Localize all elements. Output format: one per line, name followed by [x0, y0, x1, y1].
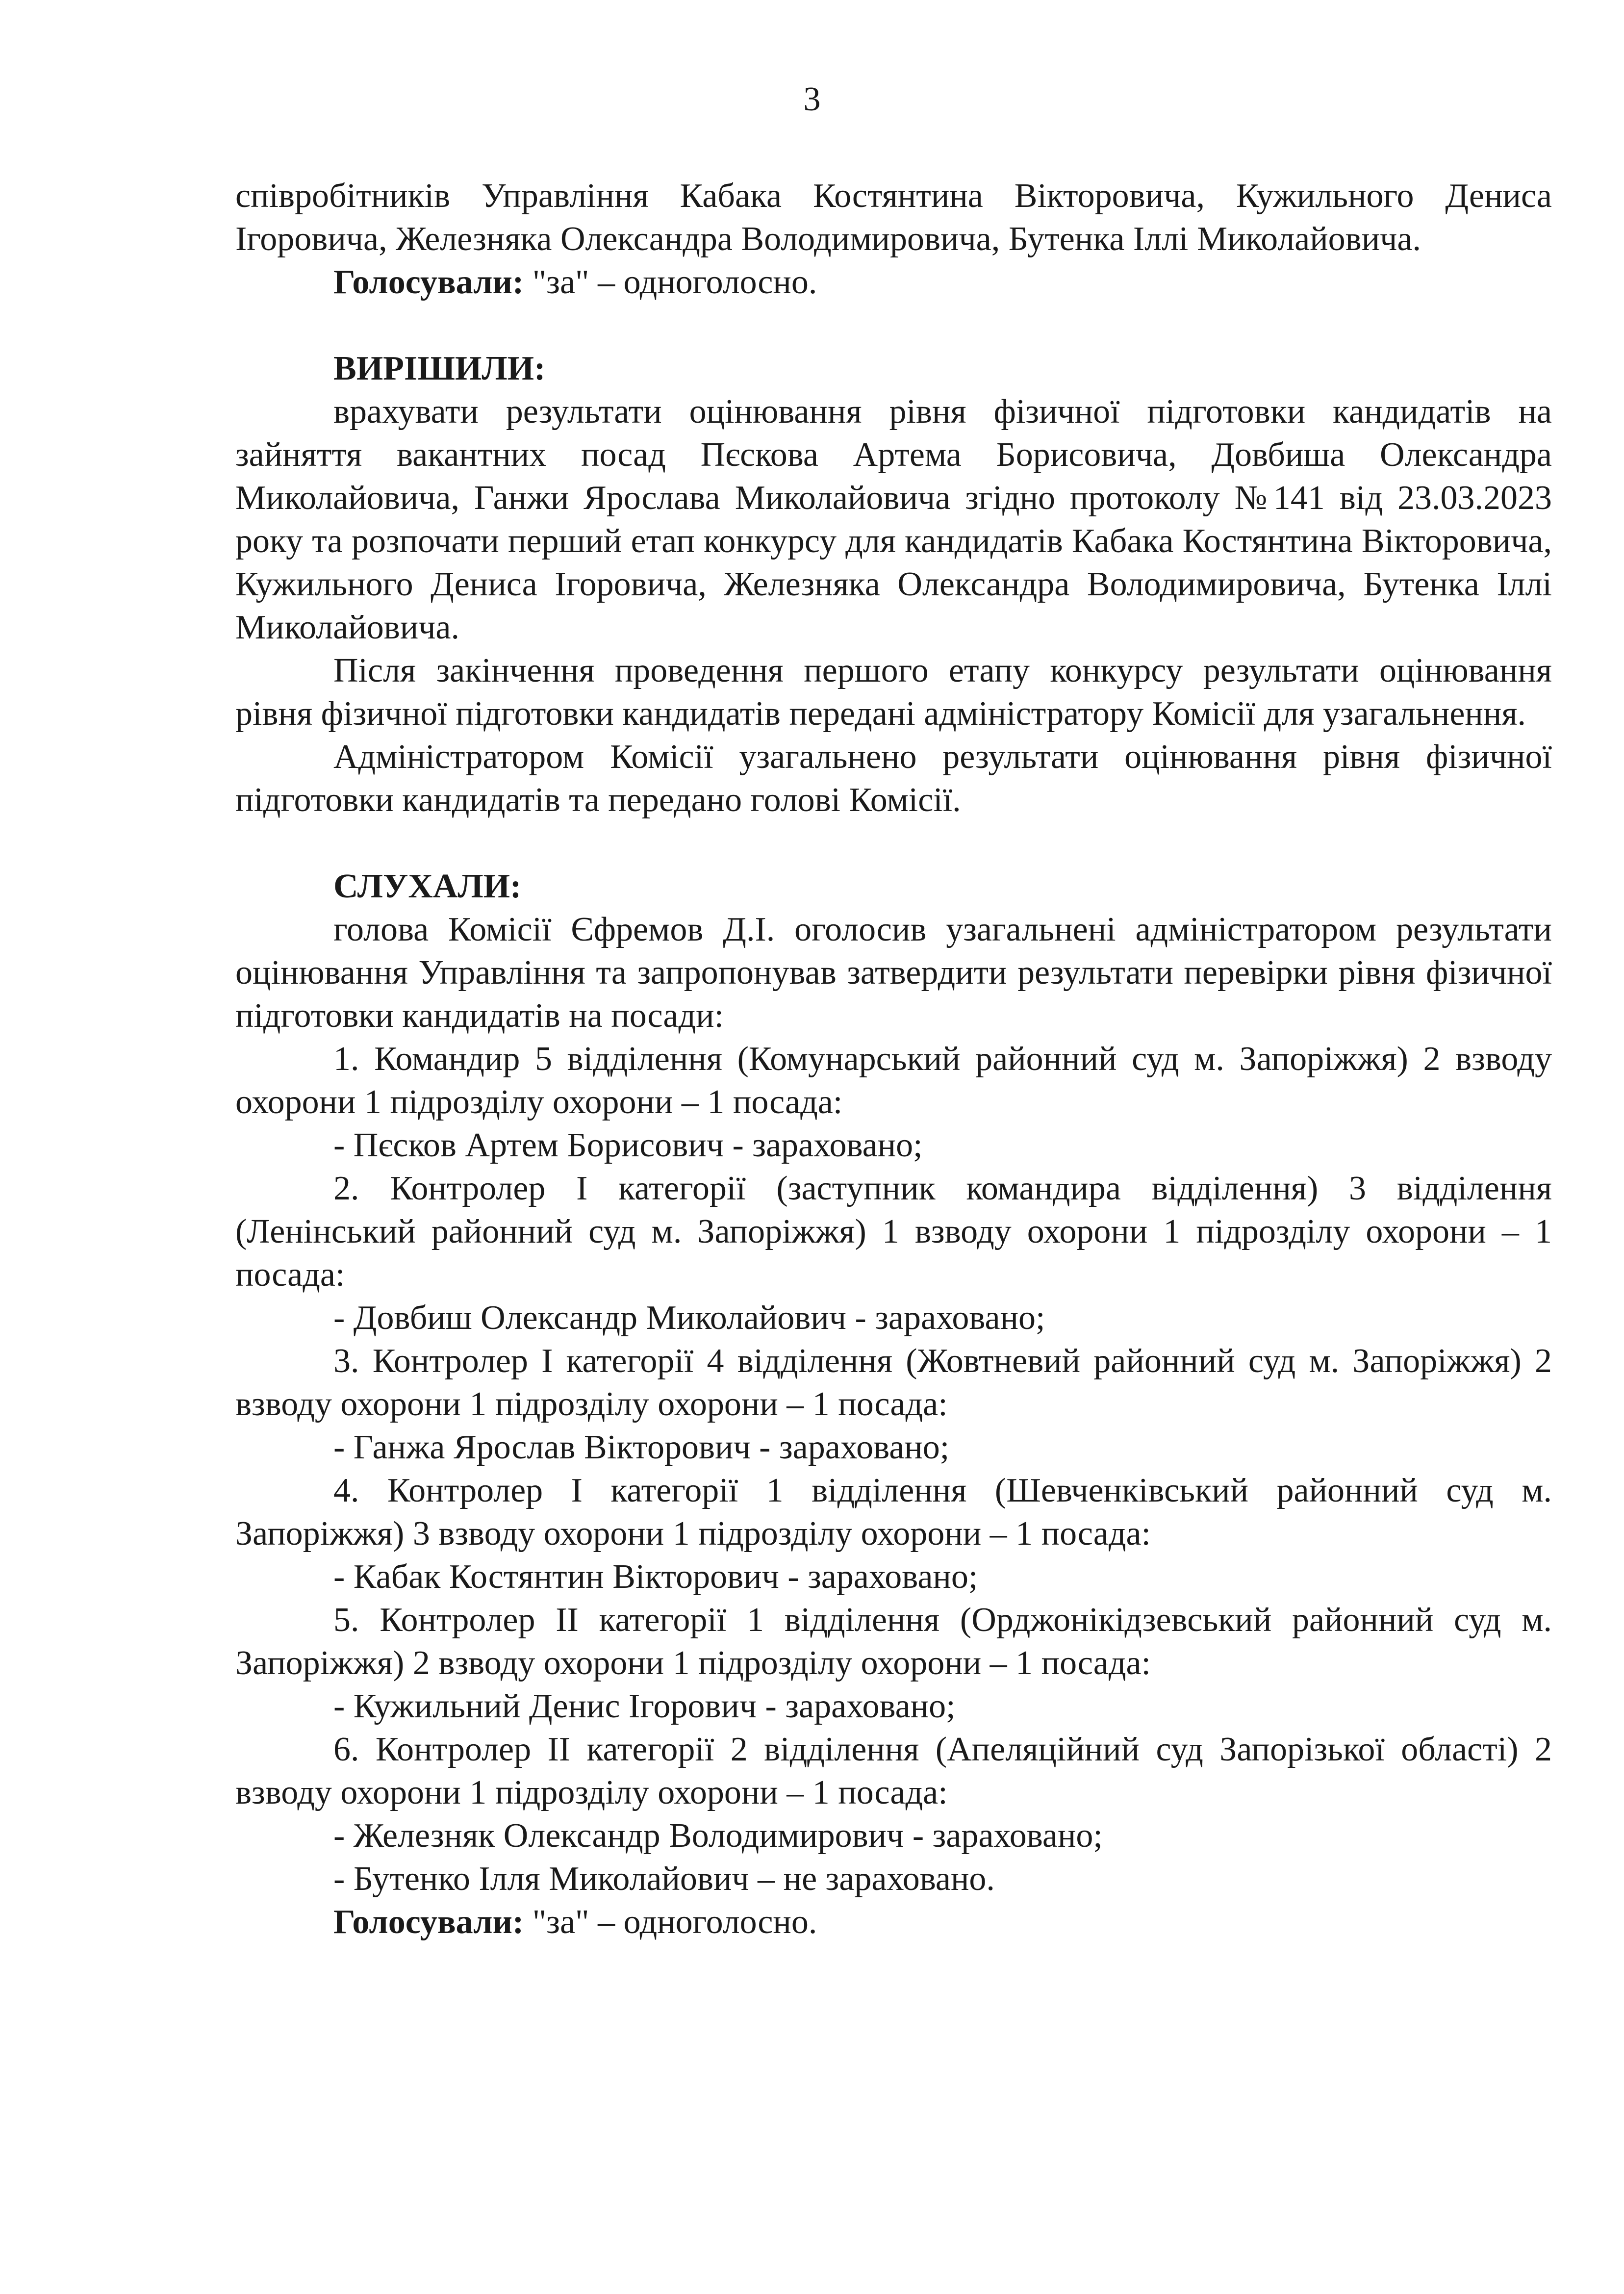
vote-label: Голосували: — [333, 263, 524, 301]
position-title: 2. Контролер І категорії (заступник командира відділення) 3 відділення (Ленінський районний суд м. Запоріжжя) 1 взводу охорони 1 підрозділу охорони – 1 посада: — [235, 1170, 1552, 1294]
decided-paragraph: Адміністратором Комісії узагальнено результати оцінювання рівня фізичної підготовки кандидатів та передано голові Комісії. — [235, 738, 1552, 819]
position-title: 3. Контролер І категорії 4 відділення (Жовтневий районний суд м. Запоріжжя) 2 взводу охорони 1 підрозділу охорони – 1 посада: — [235, 1342, 1552, 1423]
spacer — [235, 822, 1552, 865]
intro-paragraph: співробітників Управління Кабака Костянтина Вікторовича, Кужильного Дениса Ігоровича, Железняка Олександра Володимировича, Бутенка Іллі Миколайовича. — [235, 177, 1552, 258]
candidate-line: - Пєсков Артем Борисович - зараховано; — [333, 1126, 923, 1164]
position-title: 1. Командир 5 відділення (Комунарський районний суд м. Запоріжжя) 2 взводу охорони 1 підрозділу охорони – 1 посада: — [235, 1040, 1552, 1121]
candidate-line: - Кабак Костянтин Вікторович - зараховано; — [333, 1558, 978, 1596]
position-title: 4. Контролер І категорії 1 відділення (Шевченківський районний суд м. Запоріжжя) 3 взводу охорони 1 підрозділу охорони – 1 посада: — [235, 1472, 1552, 1553]
page-number: 3 — [803, 80, 821, 118]
decided-paragraph: Після закінчення проведення першого етапу конкурсу результати оцінювання рівня фізичної підготовки кандидатів передані адміністратору Комісії для узагальнення. — [235, 652, 1552, 733]
decided-heading: ВИРІШИЛИ: — [333, 350, 546, 387]
heard-vote-line — [235, 1901, 1552, 1944]
candidate-line: - Довбиш Олександр Миколайович - зараховано; — [333, 1299, 1045, 1337]
intro-vote-line — [235, 261, 1552, 304]
spacer — [235, 304, 1552, 347]
vote-text: "за" – одноголосно. — [524, 1903, 817, 1941]
heard-heading: СЛУХАЛИ: — [333, 867, 522, 905]
vote-label: Голосували: — [333, 1903, 524, 1941]
document-body — [235, 175, 1552, 1944]
vote-text: "за" – одноголосно. — [524, 263, 817, 301]
candidate-line: - Кужильний Денис Ігорович - зараховано; — [333, 1687, 956, 1725]
position-title: 6. Контролер ІІ категорії 2 відділення (Апеляційний суд Запорізької області) 2 взводу охорони 1 підрозділу охорони – 1 посада: — [235, 1731, 1552, 1811]
heard-intro: голова Комісії Єфремов Д.І. оголосив узагальнені адміністратором результати оцінювання Управління та запропонував затвердити результати перевірки рівня фізичної підготовки кандидатів на посади: — [235, 911, 1552, 1035]
candidate-line: - Ганжа Ярослав Вікторович - зараховано; — [333, 1428, 950, 1466]
candidate-line: - Железняк Олександр Володимирович - зараховано; — [333, 1817, 1103, 1855]
position-title: 5. Контролер ІІ категорії 1 відділення (Орджонікідзевський районний суд м. Запоріжжя) 2 взводу охорони 1 підрозділу охорони – 1 посада: — [235, 1601, 1552, 1682]
decided-paragraph: врахувати результати оцінювання рівня фізичної підготовки кандидатів на зайняття вакантних посад Пєскова Артема Борисовича, Довбиша Олександра Миколайовича, Ганжи Ярослава Миколайовича згідно протоколу №141 від 23.03.2023 року та розпочати перший етап конкурсу для кандидатів Кабака Костянтина Вікторовича, Кужильного Дениса Ігоровича, Железняка Олександра Володимировича, Бутенка Іллі Миколайовича. — [235, 393, 1552, 646]
candidate-line: - Бутенко Ілля Миколайович – не зараховано. — [333, 1860, 995, 1898]
